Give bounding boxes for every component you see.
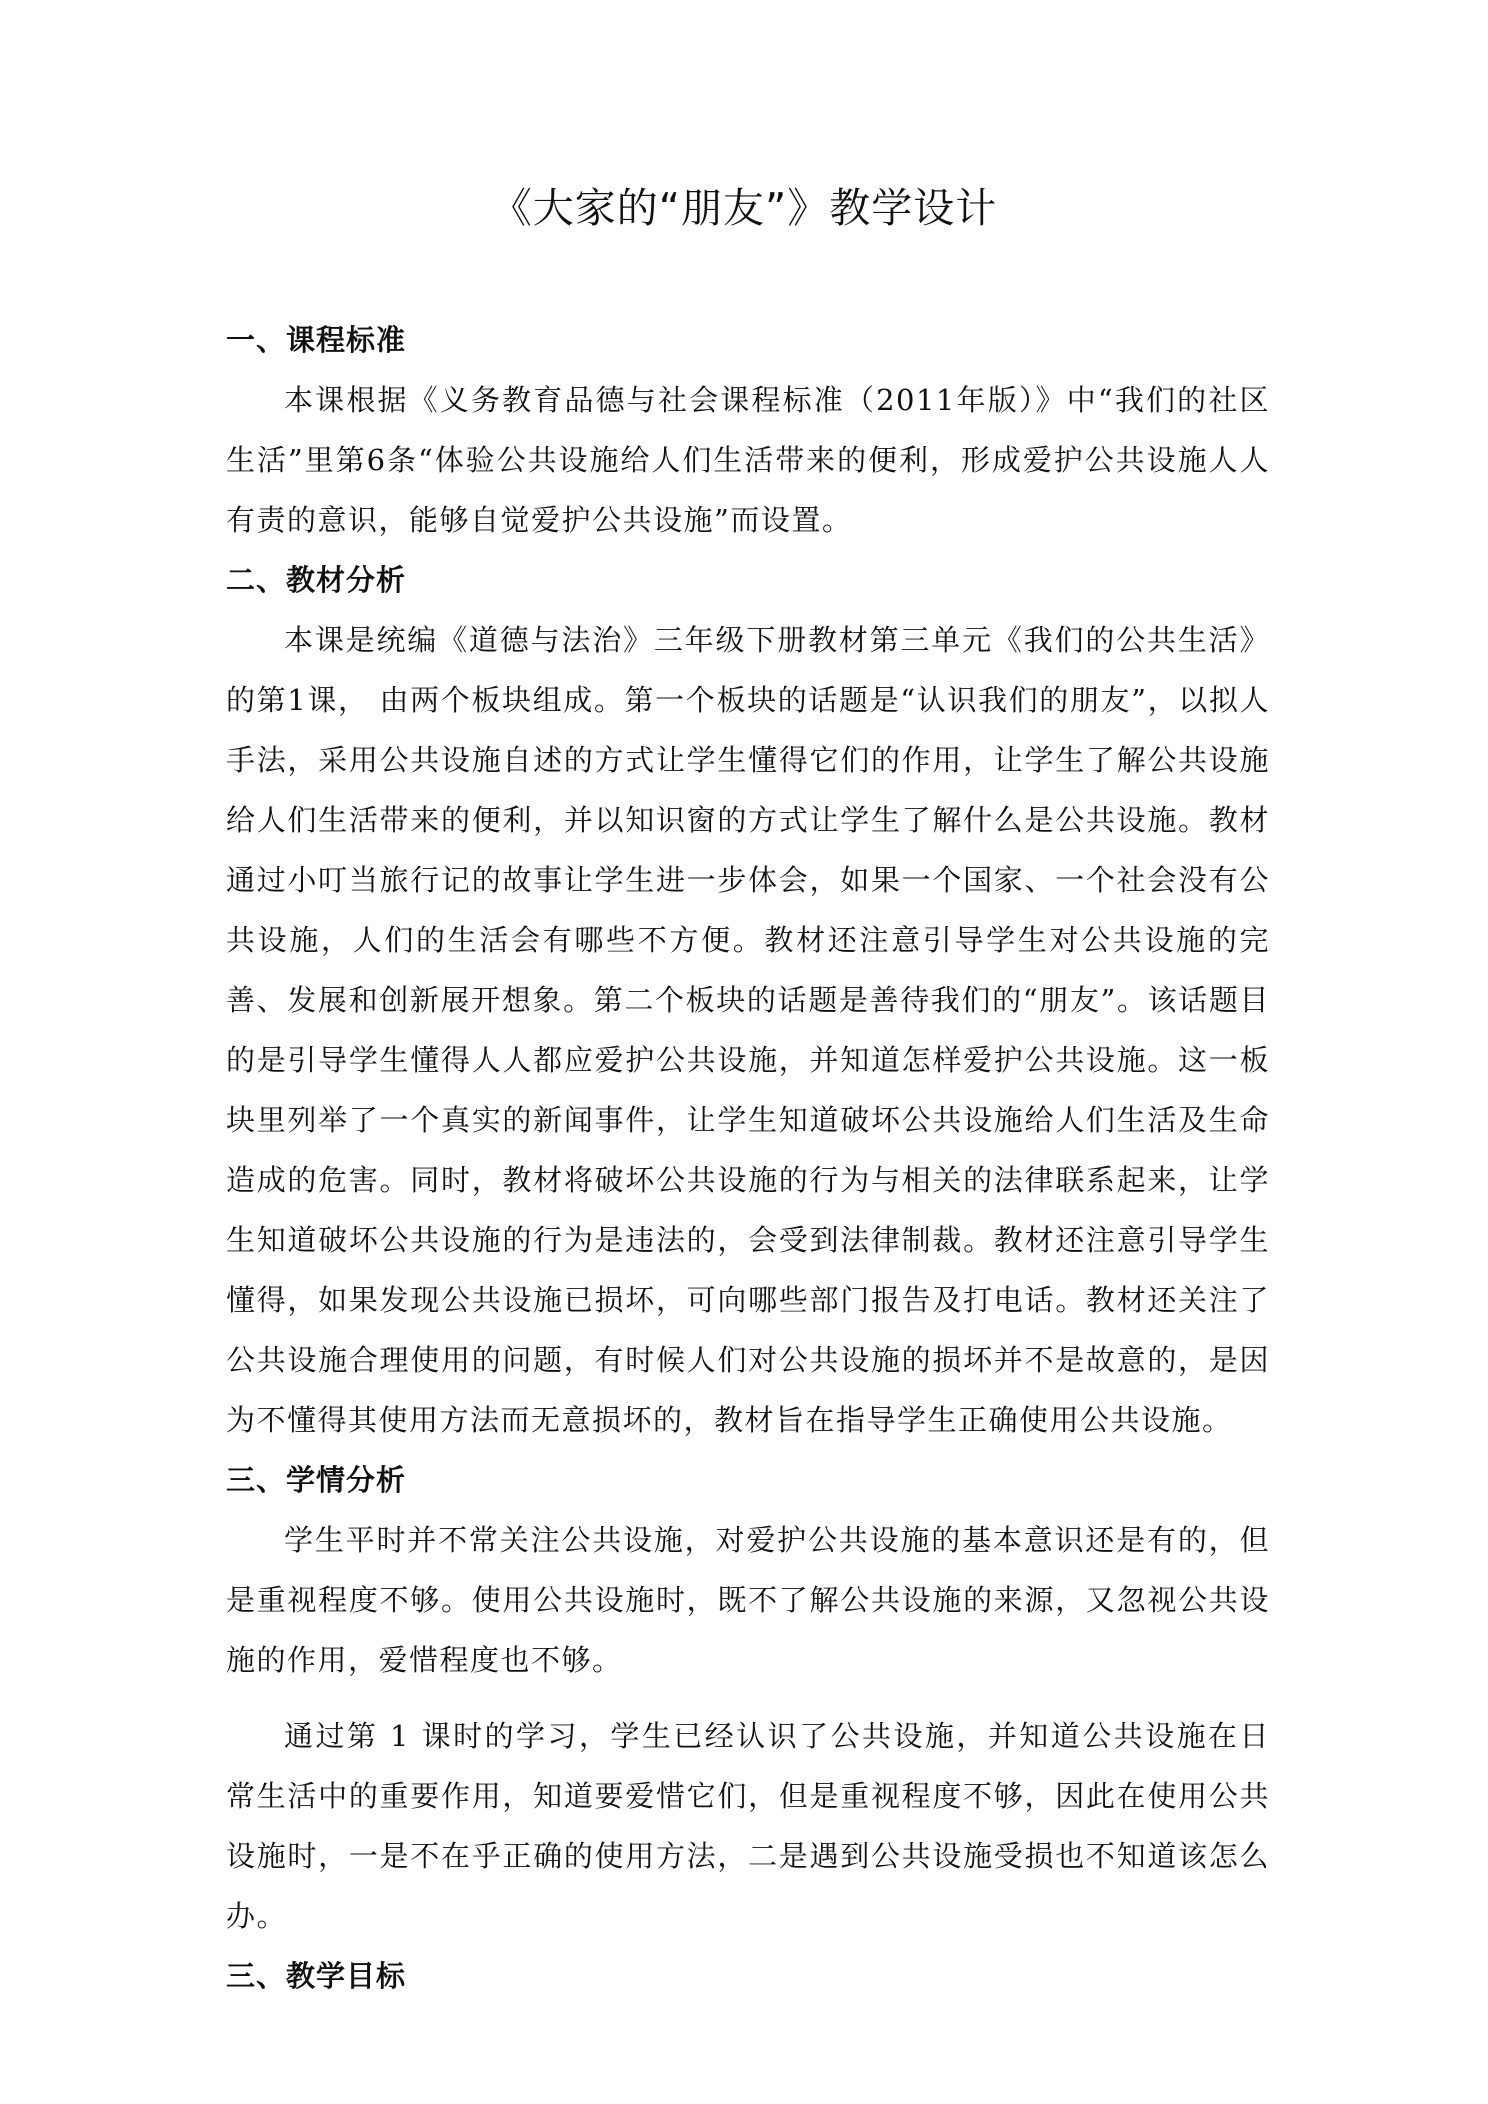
section-heading: 三、学情分析: [226, 1463, 407, 1497]
section-paragraph: 通过第 1 课时的学习，学生已经认识了公共设施，并知道公共设施在日常生活中的重要作用，知道要爱惜它们，但是重视程度不够，因此在使用公共设施时，一是不在乎正确的使用方法，二是遇到公共设施受损也不知道该怎么办。: [226, 1719, 1270, 1933]
section-heading: 三、教学目标: [226, 1959, 407, 1993]
section-paragraph: 本课根据《义务教育品德与社会课程标准（2011年版）》中“我们的社区生活”里第6条“体验公共设施给人们生活带来的便利，形成爱护公共设施人人有责的意识，能够自觉爱护公共设施”而设置。: [226, 383, 1270, 537]
section-textbook-analysis: [226, 550, 1270, 1450]
document-title: 《大家的“朋友”》教学设计: [490, 184, 998, 232]
document-body: [226, 310, 1270, 2006]
section-teaching-objectives: [226, 1946, 1270, 2006]
section-paragraph: 本课是统编《道德与法治》三年级下册教材第三单元《我们的公共生活》的第1课， 由两个板块组成。第一个板块的话题是“认识我们的朋友”，以拟人手法，采用公共设施自述的方式让学生懂得它们的作用，让学生了解公共设施给人们生活带来的便利，并以知识窗的方式让学生了解什么是公共设施。教材通过小叮当旅行记的故事让学生进一步体会，如果一个国家、一个社会没有公共设施，人们的生活会有哪些不方便。教材还注意引导学生对公共设施的完善、发展和创新展开想象。第二个板块的话题是善待我们的“朋友”。该话题目的是引导学生懂得人人都应爱护公共设施，并知道怎样爱护公共设施。这一板块里列举了一个真实的新闻事件，让学生知道破坏公共设施给人们生活及生命造成的危害。同时，教材将破坏公共设施的行为与相关的法律联系起来，让学生知道破坏公共设施的行为是违法的，会受到法律制裁。教材还注意引导学生懂得，如果发现公共设施已损坏，可向哪些部门报告及打电话。教材还关注了公共设施合理使用的问题，有时候人们对公共设施的损坏并不是故意的，是因为不懂得其使用方法而无意损坏的，教材旨在指导学生正确使用公共设施。: [226, 623, 1270, 1437]
section-student-analysis: [226, 1450, 1270, 1946]
section-heading: 二、教材分析: [226, 563, 407, 597]
section-curriculum-standard: [226, 310, 1270, 550]
section-heading: 一、课程标准: [226, 323, 407, 357]
section-paragraph: 学生平时并不常关注公共设施，对爱护公共设施的基本意识还是有的，但是重视程度不够。使用公共设施时，既不了解公共设施的来源，又忽视公共设施的作用，爱惜程度也不够。: [226, 1523, 1270, 1677]
